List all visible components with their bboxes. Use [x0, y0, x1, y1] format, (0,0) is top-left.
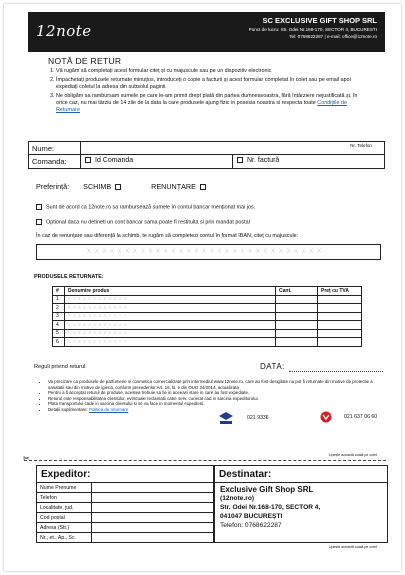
postal-text: Optional daca nu detineti un cont bancar sama poate fi restituita si prin mandat postal [46, 219, 250, 226]
exchange-checkbox[interactable] [115, 184, 121, 190]
recipient-box [214, 465, 388, 543]
price-cell[interactable] [318, 338, 362, 347]
invoice-checkbox[interactable] [237, 157, 243, 163]
sender-field-label: Nr., et., Ap., Sc. [37, 533, 92, 543]
products-table [52, 286, 362, 347]
sender-number-field[interactable] [92, 533, 213, 543]
sender-row [37, 533, 213, 543]
instruction-item: 1. Vă rugăm să completați acest formular citeț și cu majuscule sau pe un dispozitiv electronic [56, 68, 368, 75]
col-product-name: Denumire produs [65, 287, 276, 296]
sender-row [37, 493, 213, 503]
recipient-details [215, 483, 387, 532]
quantity-cell[interactable] [276, 295, 318, 304]
recipient-name: Exclusive Gift Shop SRL [220, 485, 314, 494]
table-row [53, 321, 362, 330]
recipient-street: Str. Odei Nr.168-170, SECTOR 4, [220, 504, 321, 511]
document-page [4, 4, 401, 571]
product-name-cell[interactable]: x x x x x x x x x x x x [65, 338, 276, 347]
sender-title: Expeditor: [37, 466, 213, 483]
table-row [53, 295, 362, 304]
sender-city-field[interactable] [92, 503, 213, 512]
company-name: SC EXCLUSIVE GIFT SHOP SRL [262, 16, 377, 25]
company-contact: Tel: 0768622287 | e-mail: office@12note.ro [289, 34, 377, 39]
rules-list [40, 379, 380, 412]
col-price: Preț cu TVA [318, 287, 362, 296]
products-title: PRODUSELE RETURNATE: [34, 274, 104, 280]
agree-checkbox[interactable] [36, 204, 42, 210]
sender-field-label: Localitate, jud. [37, 503, 92, 512]
sender-field-label: Cod postal [37, 513, 92, 522]
sender-row [37, 523, 213, 533]
customer-table [28, 141, 385, 169]
col-index: # [53, 287, 65, 296]
recipient-phone: Telefon: 0768622287 [220, 522, 282, 529]
sender-row [37, 483, 213, 493]
product-name-cell[interactable]: x x x x x x x x x x x x [65, 321, 276, 330]
table-header-row [53, 287, 362, 296]
page-title: NOTĂ DE RETUR [48, 56, 122, 66]
instructions-list [48, 68, 368, 116]
preference-label: Preferință: [36, 182, 70, 191]
row-number: 6 [53, 338, 65, 347]
sender-street-field[interactable] [92, 523, 213, 532]
cargus-phone: 021 637 06 60 [344, 414, 378, 420]
row-number: 3 [53, 312, 65, 321]
rule-item: • Returul este responsabilitatea clientului, eventuale reclamatii catre serv. curierat cad in sarcina expeditorului. [48, 396, 380, 402]
row-number: 2 [53, 304, 65, 313]
order-id-label: Id Comanda [95, 157, 134, 164]
sender-box [36, 465, 214, 543]
fan-courier-logo-icon [217, 411, 235, 425]
return-conditions-link[interactable]: Condițiile de Returnare [56, 100, 347, 113]
sender-row [37, 513, 213, 523]
quantity-cell[interactable] [276, 329, 318, 338]
price-cell[interactable] [318, 329, 362, 338]
fan-courier-phone: 021 9336 [247, 415, 269, 421]
agree-option [36, 204, 255, 210]
table-row [53, 304, 362, 313]
company-address: Punct de lucru: Str. Odei Nr.168-170, SECTOR 4, BUCURESTI [248, 27, 377, 32]
refund-checkbox[interactable] [200, 184, 206, 190]
sender-field-label: Adresa (Str.) [37, 523, 92, 532]
product-name-cell[interactable]: x x x x x x x x x x x x [65, 312, 276, 321]
order-label: Comanda: [29, 155, 81, 168]
scissors-icon: ✂ [23, 454, 30, 463]
invoice-label: Nr. factură [247, 157, 280, 164]
header-banner [28, 12, 385, 52]
rules-title: Reguli privind returul: [34, 364, 87, 370]
sender-name-field[interactable] [92, 483, 213, 492]
date-label: DATA: [260, 362, 285, 371]
refund-label: RENUNȚARE [151, 182, 196, 191]
iban-placeholder: X X X X X X X X X X X X X X X X X X X X X X X X X X X X X X X [87, 249, 323, 255]
product-name-cell[interactable]: x x x x x x x x x x x x [65, 304, 276, 313]
quantity-cell[interactable] [276, 312, 318, 321]
exchange-label: SCHIMB [83, 182, 112, 191]
cargus-logo-icon [320, 411, 332, 423]
instruction-text: Ne obligăm sa rambursam sumele pe care le-am primit drept plată din partea dumneavoastra, fără întârziere nejustificată și, în orice caz, nu mai târziu de 14 zile de la data la care produsele ajung fizic in posesia noastra si respecta toate [56, 93, 358, 106]
sender-row [37, 503, 213, 513]
cargus-courier [320, 411, 377, 423]
postal-checkbox[interactable] [36, 219, 42, 225]
iban-label: În caz de renunțare sau diferență la schimb, te rugăm să completezi contul în format IBAN, citeț cu majuscule: [36, 233, 299, 239]
sender-field-label: Telefon [37, 493, 92, 502]
rule-item: • Plata transportului cade in sarcina clientului si se va face in momentul expedierii. [48, 401, 380, 407]
price-cell[interactable] [318, 295, 362, 304]
recipient-title: Destinatar: [215, 466, 387, 483]
table-row [53, 329, 362, 338]
cut-hint: Lipește această coală pe colet [328, 453, 377, 457]
recipient-site: (12note.ro) [220, 495, 255, 502]
postal-option [36, 219, 250, 225]
order-id-field[interactable] [81, 155, 233, 168]
date-input[interactable] [289, 371, 383, 372]
recipient-city: 041047 BUCUREȘTI [220, 513, 283, 520]
sender-phone-field[interactable] [92, 493, 213, 502]
order-id-checkbox[interactable] [85, 157, 91, 163]
footer-hint: Lipește această coală pe colet [328, 545, 377, 549]
sender-postcode-field[interactable] [92, 513, 213, 522]
return-policy-link[interactable]: Politica de returnare [89, 406, 129, 412]
table-row [53, 338, 362, 347]
name-field[interactable] [81, 142, 384, 154]
instruction-item [56, 93, 368, 114]
rule-item: • Pentru a fi acceptat returul de produse, acestea trebuie sa fie in aceeasi stare in care au fost expediate. [48, 390, 380, 396]
rule-item: • Va precizam ca produsele de parfumerie si cosmetica comercializate prin intermediul www.12note.ro, care au fost desigilate nu pot fi returnate din motive de protectie a sanatatii sau din motive de igiena, conform prevederilor Art. 16, lit. e din OUG 34/2014, actualizata [48, 379, 380, 390]
iban-input[interactable] [36, 244, 381, 260]
product-name-cell[interactable]: x x x x x x x x x x x x [65, 295, 276, 304]
brand-logo: 12note [36, 22, 92, 40]
row-number: 1 [53, 295, 65, 304]
fan-courier [217, 411, 269, 425]
rule-text: Detalii suplimentare: [48, 406, 88, 412]
name-row [29, 142, 384, 155]
order-row [29, 155, 384, 168]
sender-field-label: Nume Prenume [37, 483, 92, 492]
name-label: Nume: [29, 142, 81, 154]
quantity-cell[interactable] [276, 338, 318, 347]
phone-hint: Nr. Telefon [350, 143, 372, 148]
cut-line [24, 460, 386, 461]
price-cell[interactable] [318, 304, 362, 313]
product-name-cell[interactable]: x x x x x x x x x x x x [65, 329, 276, 338]
instruction-item: 2. Împachetați produsele returnate minuțios, introduceți o copie a facturii și acest formular completat în colet sau pe email apoi expediați coletul la adresa din subsolul paginii. [56, 77, 368, 91]
price-cell[interactable] [318, 321, 362, 330]
agree-text: Sunt de acord ca 12note.ro sa rambursează sumele în contul bancar menționat mai jos. [46, 204, 256, 211]
quantity-cell[interactable] [276, 321, 318, 330]
preference-row [36, 182, 210, 191]
quantity-cell[interactable] [276, 304, 318, 313]
row-number: 4 [53, 321, 65, 330]
table-row [53, 312, 362, 321]
col-quantity: Cant. [276, 287, 318, 296]
invoice-field[interactable] [233, 155, 384, 168]
price-cell[interactable] [318, 312, 362, 321]
row-number: 5 [53, 329, 65, 338]
